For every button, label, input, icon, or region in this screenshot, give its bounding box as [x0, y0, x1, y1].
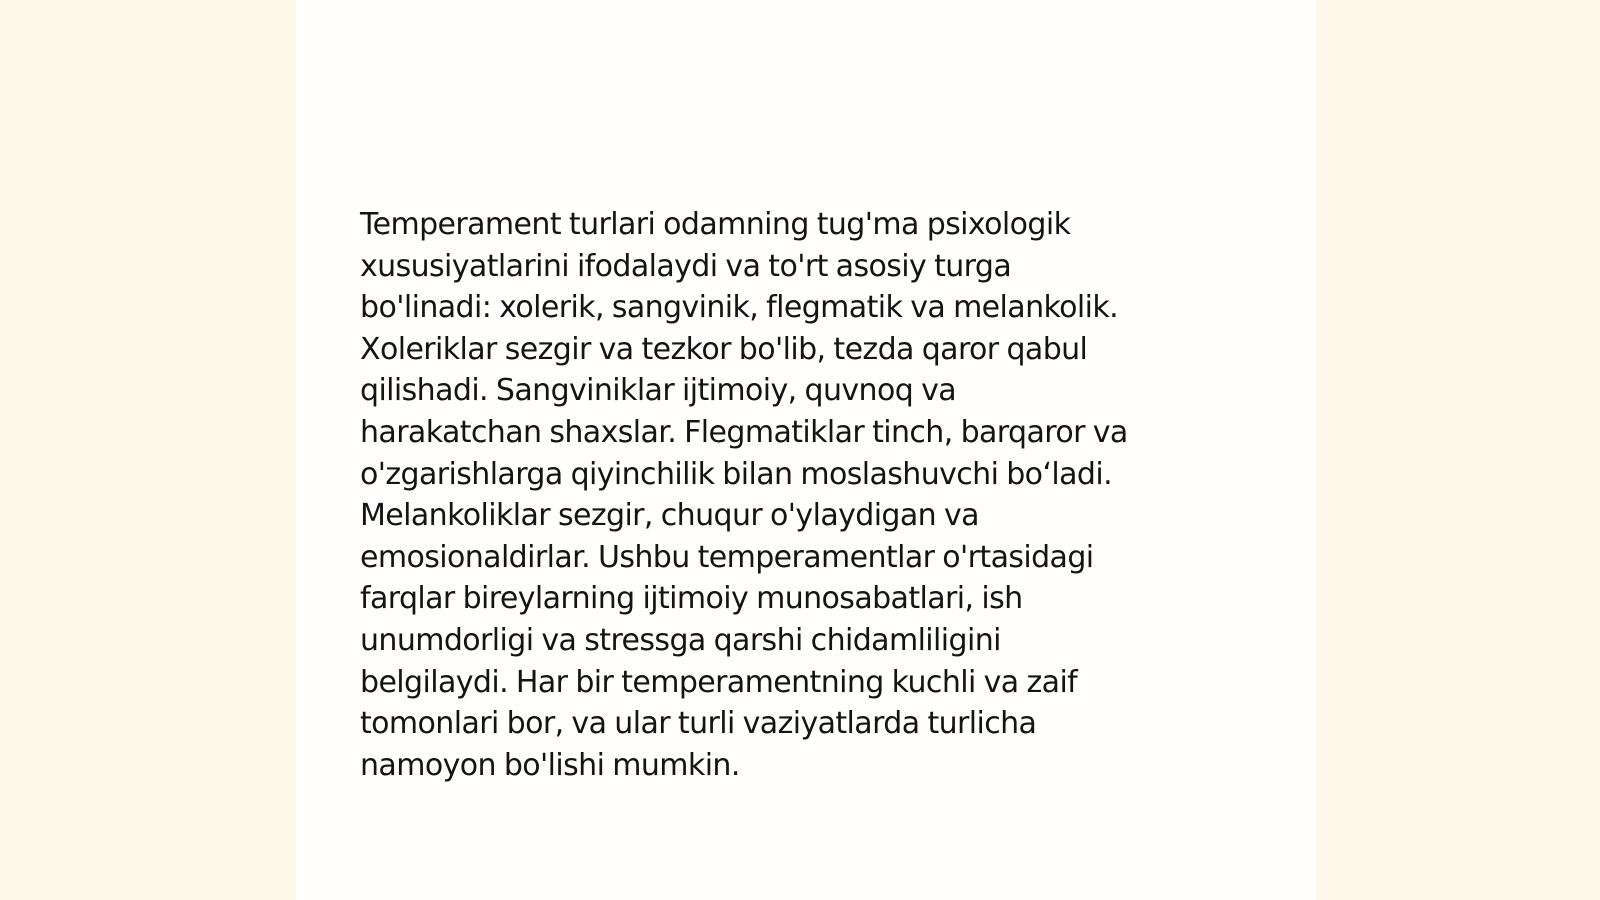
- slide-content-area: [296, 0, 1316, 900]
- paragraph-line: bo'linadi: xolerik, sangvinik, flegmatik va melankolik.: [360, 290, 1119, 326]
- paragraph-line: emosionaldirlar. Ushbu temperamentlar o'rtasidagi: [360, 539, 1094, 575]
- paragraph-line: o'zgarishlarga qiyinchilik bilan moslashuvchi bo‘ladi.: [360, 456, 1113, 492]
- paragraph-line: farqlar bireylarning ijtimoiy munosabatlari, ish: [360, 581, 1023, 617]
- paragraph-line: belgilaydi. Har bir temperamentning kuchli va zaif: [360, 664, 1078, 700]
- paragraph-line: unumdorligi va stressga qarshi chidamliligini: [360, 622, 1001, 658]
- paragraph-line: harakatchan shaxslar. Flegmatiklar tinch, barqaror va: [360, 414, 1128, 450]
- paragraph-line: tomonlari bor, va ular turli vaziyatlarda turlicha: [360, 706, 1037, 742]
- paragraph-line: namoyon bo'lishi mumkin.: [360, 747, 740, 783]
- paragraph-line: Melankoliklar sezgir, chuqur o'ylaydigan va: [360, 498, 979, 534]
- paragraph-line: xususiyatlarini ifodalaydi va to'rt asosiy turga: [360, 248, 1012, 284]
- paragraph-line: qilishadi. Sangviniklar ijtimoiy, quvnoq va: [360, 373, 957, 409]
- paragraph-line: Xoleriklar sezgir va tezkor bo'lib, tezda qaror qabul: [360, 331, 1088, 367]
- paragraph-line: Temperament turlari odamning tug'ma psixologik: [360, 207, 1071, 242]
- body-paragraph: [360, 204, 1230, 786]
